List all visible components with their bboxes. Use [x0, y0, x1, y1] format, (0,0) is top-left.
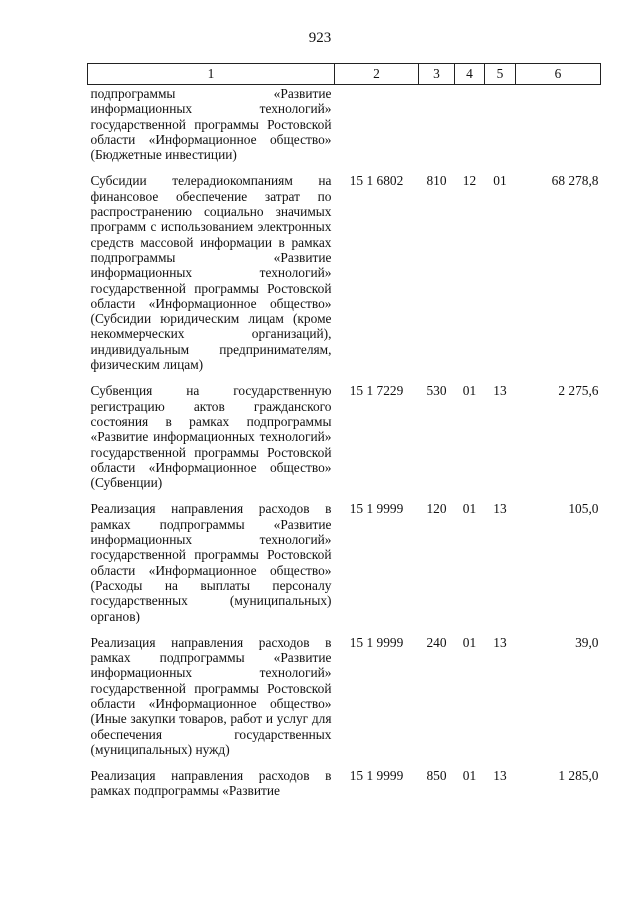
row-amount: 1 285,0 — [558, 768, 599, 784]
page-number: 923 — [308, 30, 332, 46]
table-row — [88, 490, 601, 623]
table-row — [88, 757, 601, 799]
row-description: Реализация направления расходов в рамках подпрограммы «Развитие информационных технологий» государственной программы Ростовской области «Информационное общество» (Иные закупки товаров, работ и услуг для обеспечения государственных (муниципальных) нужд) — [90, 634, 332, 757]
row-target-code: 15 1 7229 — [349, 383, 404, 399]
row-amount: 2 275,6 — [558, 383, 599, 399]
table-row — [88, 372, 601, 490]
table-row — [88, 85, 601, 163]
column-header-3: 3 — [419, 64, 455, 85]
row-subsection: 01 — [493, 173, 507, 189]
row-expense-type: 120 — [426, 501, 447, 517]
row-section: 01 — [462, 768, 477, 784]
row-expense-type: 850 — [426, 768, 447, 784]
row-subsection — [485, 85, 516, 163]
row-amount: 68 278,8 — [551, 173, 599, 189]
row-subsection: 13 — [493, 768, 507, 784]
column-header-4: 4 — [455, 64, 485, 85]
row-subsection: 13 — [493, 501, 507, 517]
row-description: Реализация направления расходов в рамках подпрограммы «Развитие — [90, 768, 332, 799]
row-target-code: 15 1 9999 — [349, 634, 404, 650]
row-section: 01 — [462, 383, 477, 399]
row-section: 12 — [462, 173, 477, 189]
row-section: 01 — [462, 634, 477, 650]
row-subsection: 13 — [493, 383, 507, 399]
row-expense-type — [419, 85, 455, 163]
row-target-code: 15 1 6802 — [349, 173, 404, 189]
row-subsection: 13 — [493, 634, 507, 650]
table-row — [88, 162, 601, 372]
row-description: Реализация направления расходов в рамках подпрограммы «Развитие информационных технологий» государственной программы Ростовской области «Информационное общество» (Расходы на выплаты персоналу государственных (муниципальных) органов) — [90, 501, 332, 624]
column-header-1: 1 — [88, 64, 335, 85]
row-amount: 105,0 — [568, 501, 599, 517]
row-target-code — [335, 85, 419, 163]
column-header-5: 5 — [485, 64, 516, 85]
row-expense-type: 530 — [426, 383, 447, 399]
row-description: Субвенция на государственную регистрацию актов гражданского состояния в рамках подпрограммы «Развитие информационных технологий» государственной программы Ростовской области «Информационное общество» (Субвенции) — [90, 383, 332, 491]
column-header-6: 6 — [516, 64, 601, 85]
table-row — [88, 624, 601, 757]
column-header-2: 2 — [335, 64, 419, 85]
row-amount: 39,0 — [575, 634, 599, 650]
row-target-code: 15 1 9999 — [349, 501, 404, 517]
header-row — [88, 64, 601, 85]
row-target-code: 15 1 9999 — [349, 768, 404, 784]
row-section: 01 — [462, 501, 477, 517]
row-expense-type: 810 — [426, 173, 447, 189]
row-amount — [516, 85, 601, 163]
table-header — [88, 64, 601, 85]
row-section — [455, 85, 485, 163]
row-expense-type: 240 — [426, 634, 447, 650]
budget-table — [87, 63, 601, 799]
row-description: подпрограммы «Развитие информационных технологий» государственной программы Ростовской области «Информационное общество» (Бюджетные инвестиции) — [90, 86, 332, 163]
row-description: Субсидии телерадиокомпаниям на финансовое обеспечение затрат по распространению социально значимых программ с использованием электронных средств массовой информации в рамках подпрограммы «Развитие информационных технологий» государственной программы Ростовской области «Информационное общество» (Субсидии юридическим лицам (кроме некоммерческих организаций), индивидуальным предпринимателям, физическим лицам) — [90, 173, 332, 373]
